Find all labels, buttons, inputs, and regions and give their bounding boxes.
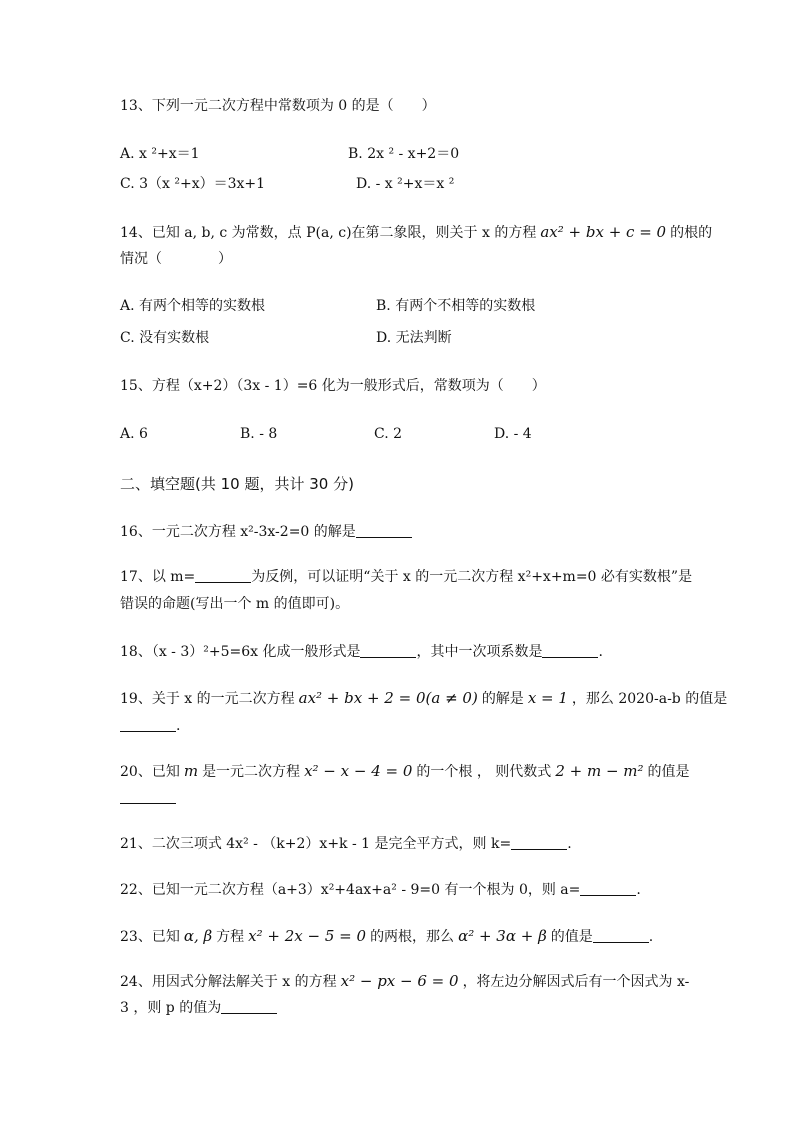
q16-text: 16、一元二次方程 x²-3x-2=0 的解是	[120, 524, 356, 540]
q14-stem	[120, 222, 713, 243]
q19-text-c: ，那么 2020-a-b 的值是	[571, 691, 728, 707]
q18-text-c: .	[598, 644, 603, 660]
q24-text-b: ，将左边分解因式后有一个因式为 x-	[462, 974, 690, 990]
q23-text-c: 的两根，那么	[370, 929, 455, 945]
q14-option-b: B. 有两个不相等的实数根	[376, 298, 536, 314]
answer-blank	[120, 789, 176, 804]
q24-equation: x² − px − 6 = 0	[340, 972, 459, 990]
q20-text-c: 的一个根 ， 则代数式	[416, 764, 552, 780]
q19-text-d: .	[176, 718, 181, 734]
q21-text-a: 21、二次三项式 4x² - （k+2）x+k - 1 是完全平方式，则 k=	[120, 836, 512, 852]
q24-text-a: 24、用因式分解法解关于 x 的方程	[120, 974, 337, 990]
q22	[120, 880, 674, 900]
q14-option-d: D. 无法判断	[376, 330, 452, 346]
q20-equation: x² − x − 4 = 0	[304, 762, 413, 780]
q17-text-b: 为反例，可以证明“关于 x 的一元二次方程 x²+x+m=0 必有实数根”是	[251, 569, 693, 585]
q17	[120, 567, 693, 587]
q14-option-c: C. 没有实数根	[120, 330, 210, 346]
q23-text-a: 23、已知	[120, 929, 180, 945]
q19-text-a: 19、关于 x 的一元二次方程	[120, 691, 295, 707]
q23-text-e: .	[648, 929, 654, 945]
q24-line2	[120, 998, 674, 1018]
answer-blank	[511, 835, 567, 850]
answer-blank	[542, 643, 598, 658]
q21-text-b: .	[567, 836, 572, 852]
q14-stem-text: 14、已知 a, b, c 为常数，点 P(a, c)在第二象限，则关于 x 的方程	[120, 225, 537, 241]
answer-blank	[580, 881, 636, 896]
answer-blank	[593, 928, 649, 943]
q18-text-a: 18、（x - 3）²+5=6x 化成一般形式是	[120, 644, 361, 660]
answer-blank	[195, 568, 251, 583]
q23-equation: x² + 2x − 5 = 0	[248, 927, 367, 945]
q13-stem: 13、下列一元二次方程中常数项为 0 的是（ ）	[120, 98, 436, 114]
q19-line2	[120, 716, 674, 736]
q18	[120, 642, 674, 662]
q20-text-a: 20、已知	[120, 764, 180, 780]
q20-expression: 2 + m − m²	[555, 762, 644, 780]
q13-option-b: B. 2x ² - x+2＝0	[348, 146, 460, 162]
q14-option-a: A. 有两个相等的实数根	[120, 298, 266, 314]
q20-variable: m	[183, 762, 199, 780]
q14-equation: ax² + bx + c = 0	[540, 223, 667, 241]
q20-text-d: 的值是	[647, 764, 690, 780]
answer-blank	[356, 523, 412, 538]
q18-text-b: ，其中一次项系数是	[416, 644, 543, 660]
q19	[120, 688, 728, 709]
q15-option-c: C. 2	[374, 426, 403, 442]
q20	[120, 761, 690, 782]
answer-blank	[360, 643, 416, 658]
q24-text-c: 3 ，则 p 的值为	[120, 1000, 222, 1016]
q15-option-a: A. 6	[120, 426, 148, 442]
q19-solution: x = 1	[527, 689, 568, 707]
q23-text-d: 的值是	[550, 929, 593, 945]
q22-text-b: .	[636, 882, 641, 898]
q15-stem: 15、方程（x+2）（3x - 1）=6 化为一般形式后，常数项为（ ）	[120, 378, 546, 394]
q17-line2: 错误的命题(写出一个 m 的值即可)。	[120, 596, 350, 612]
section-2-heading: 二、填空题(共 10 题，共计 30 分)	[120, 475, 354, 493]
q17-text-a: 17、以 m=	[120, 569, 196, 585]
q14-stem-text-2: 的根的	[670, 225, 713, 241]
q23-expression: α² + 3α + β	[458, 927, 547, 945]
q13-option-c: C. 3（x ²+x）＝3x+1	[120, 176, 266, 192]
q19-text-b: 的解是	[481, 691, 524, 707]
q13-option-d: D. - x ²+x＝x ²	[356, 176, 455, 192]
q16	[120, 522, 674, 542]
q15-option-b: B. - 8	[240, 426, 278, 442]
q20-text-b: 是一元二次方程	[202, 764, 301, 780]
q22-text-a: 22、已知一元二次方程（a+3）x²+4ax+a² - 9=0 有一个根为 0，则 a=	[120, 882, 581, 898]
q23-text-b: 方程	[216, 929, 245, 945]
q20-line2	[120, 788, 674, 808]
q23-symbols: α, β	[183, 927, 213, 945]
q21	[120, 834, 674, 854]
q13-option-a: A. x ²+x＝1	[120, 146, 200, 162]
answer-blank	[221, 999, 277, 1014]
answer-blank	[120, 717, 176, 732]
q24	[120, 971, 690, 992]
q14-stem-line2: 情况（ ）	[120, 251, 232, 267]
q23	[120, 926, 674, 947]
q15-option-d: D. - 4	[494, 426, 532, 442]
q19-equation: ax² + bx + 2 = 0(a ≠ 0)	[298, 689, 478, 707]
